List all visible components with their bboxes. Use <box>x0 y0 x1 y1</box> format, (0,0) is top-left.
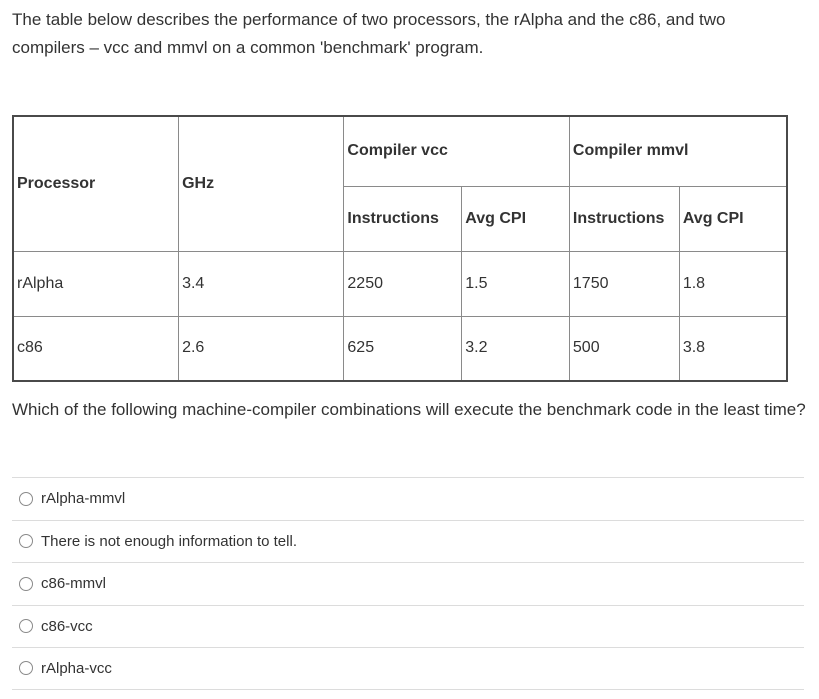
header-mmvl-avg-cpi: Avg CPI <box>679 186 787 251</box>
option-label: rAlpha-vcc <box>41 659 112 677</box>
intro-text: The table below describes the performance of two processors, the rAlpha and the c86, and two compilers – vcc and mmvl on a common 'benchmark' program. <box>12 10 726 57</box>
cell-vcc-instructions: 2250 <box>344 251 462 316</box>
cell-mmvl-instructions: 1750 <box>569 251 679 316</box>
option-not-enough-info[interactable] <box>12 520 804 563</box>
answer-options <box>12 477 804 690</box>
radio-button[interactable] <box>19 577 33 591</box>
radio-button[interactable] <box>19 661 33 675</box>
option-ralpha-vcc[interactable] <box>12 647 804 690</box>
cell-processor: c86 <box>13 316 179 381</box>
table-row <box>13 251 787 316</box>
header-compiler-mmvl: Compiler mmvl <box>569 116 787 186</box>
option-label: c86-mmvl <box>41 575 107 593</box>
header-processor: Processor <box>13 116 179 251</box>
option-label: There is not enough information to tell. <box>41 532 297 550</box>
cell-processor: rAlpha <box>13 251 179 316</box>
table-row <box>13 316 787 381</box>
header-compiler-vcc: Compiler vcc <box>344 116 570 186</box>
option-c86-vcc[interactable] <box>12 605 804 648</box>
option-c86-mmvl[interactable] <box>12 562 804 605</box>
header-vcc-instructions: Instructions <box>344 186 462 251</box>
option-label: c86-vcc <box>41 617 93 635</box>
header-ghz: GHz <box>179 116 344 251</box>
radio-button[interactable] <box>19 619 33 633</box>
header-mmvl-instructions: Instructions <box>569 186 679 251</box>
cell-ghz: 2.6 <box>179 316 344 381</box>
cell-mmvl-instructions: 500 <box>569 316 679 381</box>
radio-button[interactable] <box>19 534 33 548</box>
question-text: Which of the following machine-compiler combinations will execute the benchmark code in the least time? <box>12 400 806 419</box>
cell-mmvl-avg-cpi: 1.8 <box>679 251 787 316</box>
cell-vcc-instructions: 625 <box>344 316 462 381</box>
option-ralpha-mmvl[interactable] <box>12 477 804 520</box>
cell-vcc-avg-cpi: 3.2 <box>462 316 570 381</box>
cell-ghz: 3.4 <box>179 251 344 316</box>
header-vcc-avg-cpi: Avg CPI <box>462 186 570 251</box>
performance-table <box>12 115 788 382</box>
cell-mmvl-avg-cpi: 3.8 <box>679 316 787 381</box>
radio-button[interactable] <box>19 492 33 506</box>
option-label: rAlpha-mmvl <box>41 490 126 508</box>
cell-vcc-avg-cpi: 1.5 <box>462 251 570 316</box>
